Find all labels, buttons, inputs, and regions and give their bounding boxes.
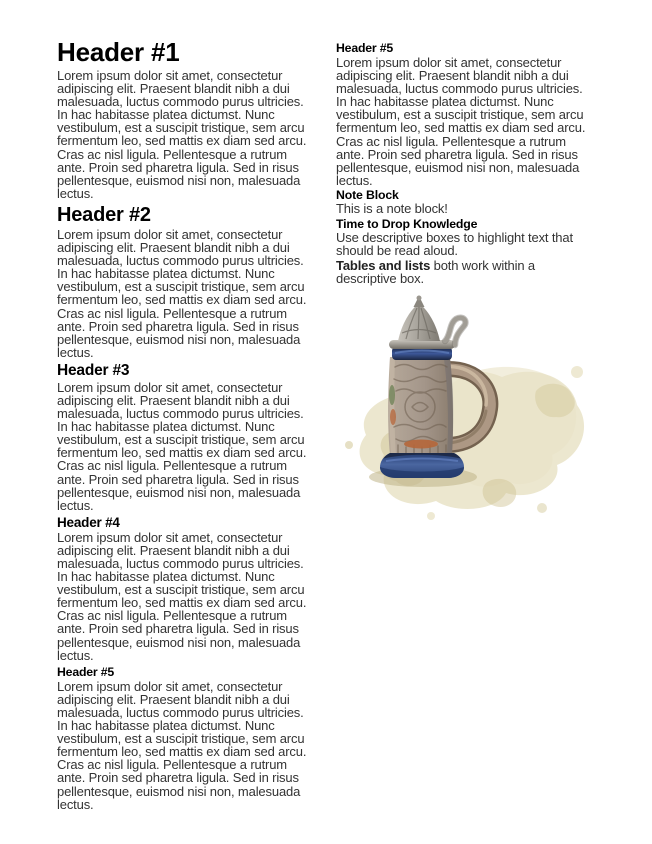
- section-header-3: [57, 362, 310, 512]
- two-column-layout: [57, 38, 594, 813]
- note-block-text: This is a note block!: [336, 201, 448, 217]
- section-paragraph: Lorem ipsum dolor sit amet, consectetur adipiscing elit. Praesent blandit nibh a dui malesuada, luctus commodo purus ultricies. In hac habitasse platea dictumst. Nunc vestibulum, est a suscipit tristique, sem arcu fermentum leo, sed mattis ex diam sed arcu. Cras ac nisl ligula. Pellentesque a rutrum ante. Proin sed pharetra ligula. Sed in risus pellentesque, euismod nisi non, malesuada lectus.: [336, 55, 586, 188]
- tables-bold-lead: Tables and lists: [336, 258, 431, 274]
- right-column: [336, 38, 593, 813]
- section-header-5: [57, 665, 310, 811]
- section-paragraph: Lorem ipsum dolor sit amet, consectetur adipiscing elit. Praesent blandit nibh a dui malesuada, luctus commodo purus ultricies. In hac habitasse platea dictumst. Nunc vestibulum, est a suscipit tristique, sem arcu fermentum leo, sed mattis ex diam sed arcu. Cras ac nisl ligula. Pellentesque a rutrum ante. Proin sed pharetra ligula. Sed in risus pellentesque, euismod nisi non, malesuada lectus.: [57, 226, 307, 360]
- section-heading: Header #5: [336, 41, 393, 55]
- section-header-5-right: [336, 41, 593, 187]
- stein-base: [380, 453, 464, 478]
- lid-thumb-lever: [445, 318, 465, 345]
- note-block-title: Note Block: [336, 187, 399, 202]
- section-paragraph: Lorem ipsum dolor sit amet, consectetur adipiscing elit. Praesent blandit nibh a dui malesuada, luctus commodo purus ultricies. In hac habitasse platea dictumst. Nunc vestibulum, est a suscipit tristique, sem arcu fermentum leo, sed mattis ex diam sed arcu. Cras ac nisl ligula. Pellentesque a rutrum ante. Proin sed pharetra ligula. Sed in risus pellentesque, euismod nisi non, malesuada lectus.: [57, 68, 307, 201]
- section-paragraph: Lorem ipsum dolor sit amet, consectetur adipiscing elit. Praesent blandit nibh a dui malesuada, luctus commodo purus ultricies. In hac habitasse platea dictumst. Nunc vestibulum, est a suscipit tristique, sem arcu fermentum leo, sed mattis ex diam sed arcu. Cras ac nisl ligula. Pellentesque a rutrum ante. Proin sed pharetra ligula. Sed in risus pellentesque, euismod nisi non, malesuada lectus.: [57, 678, 307, 812]
- section-heading: Header #4: [57, 514, 120, 530]
- knowledge-block-title: Time to Drop Knowledge: [336, 216, 478, 231]
- stein-lid: [398, 296, 440, 342]
- section-heading: Header #5: [57, 664, 114, 679]
- stein-body: [388, 350, 453, 455]
- knowledge-block: [336, 218, 593, 286]
- left-column: [57, 38, 310, 813]
- section-heading: Header #2: [57, 203, 151, 226]
- beer-stein-image: [336, 295, 586, 523]
- section-heading: Header #1: [57, 37, 180, 67]
- knowledge-block-tables-line: [336, 259, 593, 285]
- orange-accent: [404, 440, 438, 449]
- section-paragraph: Lorem ipsum dolor sit amet, consectetur adipiscing elit. Praesent blandit nibh a dui malesuada, luctus commodo purus ultricies. In hac habitasse platea dictumst. Nunc vestibulum, est a suscipit tristique, sem arcu fermentum leo, sed mattis ex diam sed arcu. Cras ac nisl ligula. Pellentesque a rutrum ante. Proin sed pharetra ligula. Sed in risus pellentesque, euismod nisi non, malesuada lectus.: [57, 379, 307, 513]
- section-heading: Header #3: [57, 361, 130, 379]
- beer-stein-illustration: [336, 295, 593, 528]
- section-header-1: [57, 38, 310, 200]
- tables-rest-text: both work within a descriptive box.: [336, 258, 535, 287]
- note-block: [336, 189, 593, 216]
- section-header-2: [57, 204, 310, 359]
- section-paragraph: Lorem ipsum dolor sit amet, consectetur adipiscing elit. Praesent blandit nibh a dui malesuada, luctus commodo purus ultricies. In hac habitasse platea dictumst. Nunc vestibulum, est a suscipit tristique, sem arcu fermentum leo, sed mattis ex diam sed arcu. Cras ac nisl ligula. Pellentesque a rutrum ante. Proin sed pharetra ligula. Sed in risus pellentesque, euismod nisi non, malesuada lectus.: [57, 529, 307, 663]
- knowledge-block-text: Use descriptive boxes to highlight text that should be read aloud.: [336, 230, 573, 259]
- section-header-4: [57, 515, 310, 662]
